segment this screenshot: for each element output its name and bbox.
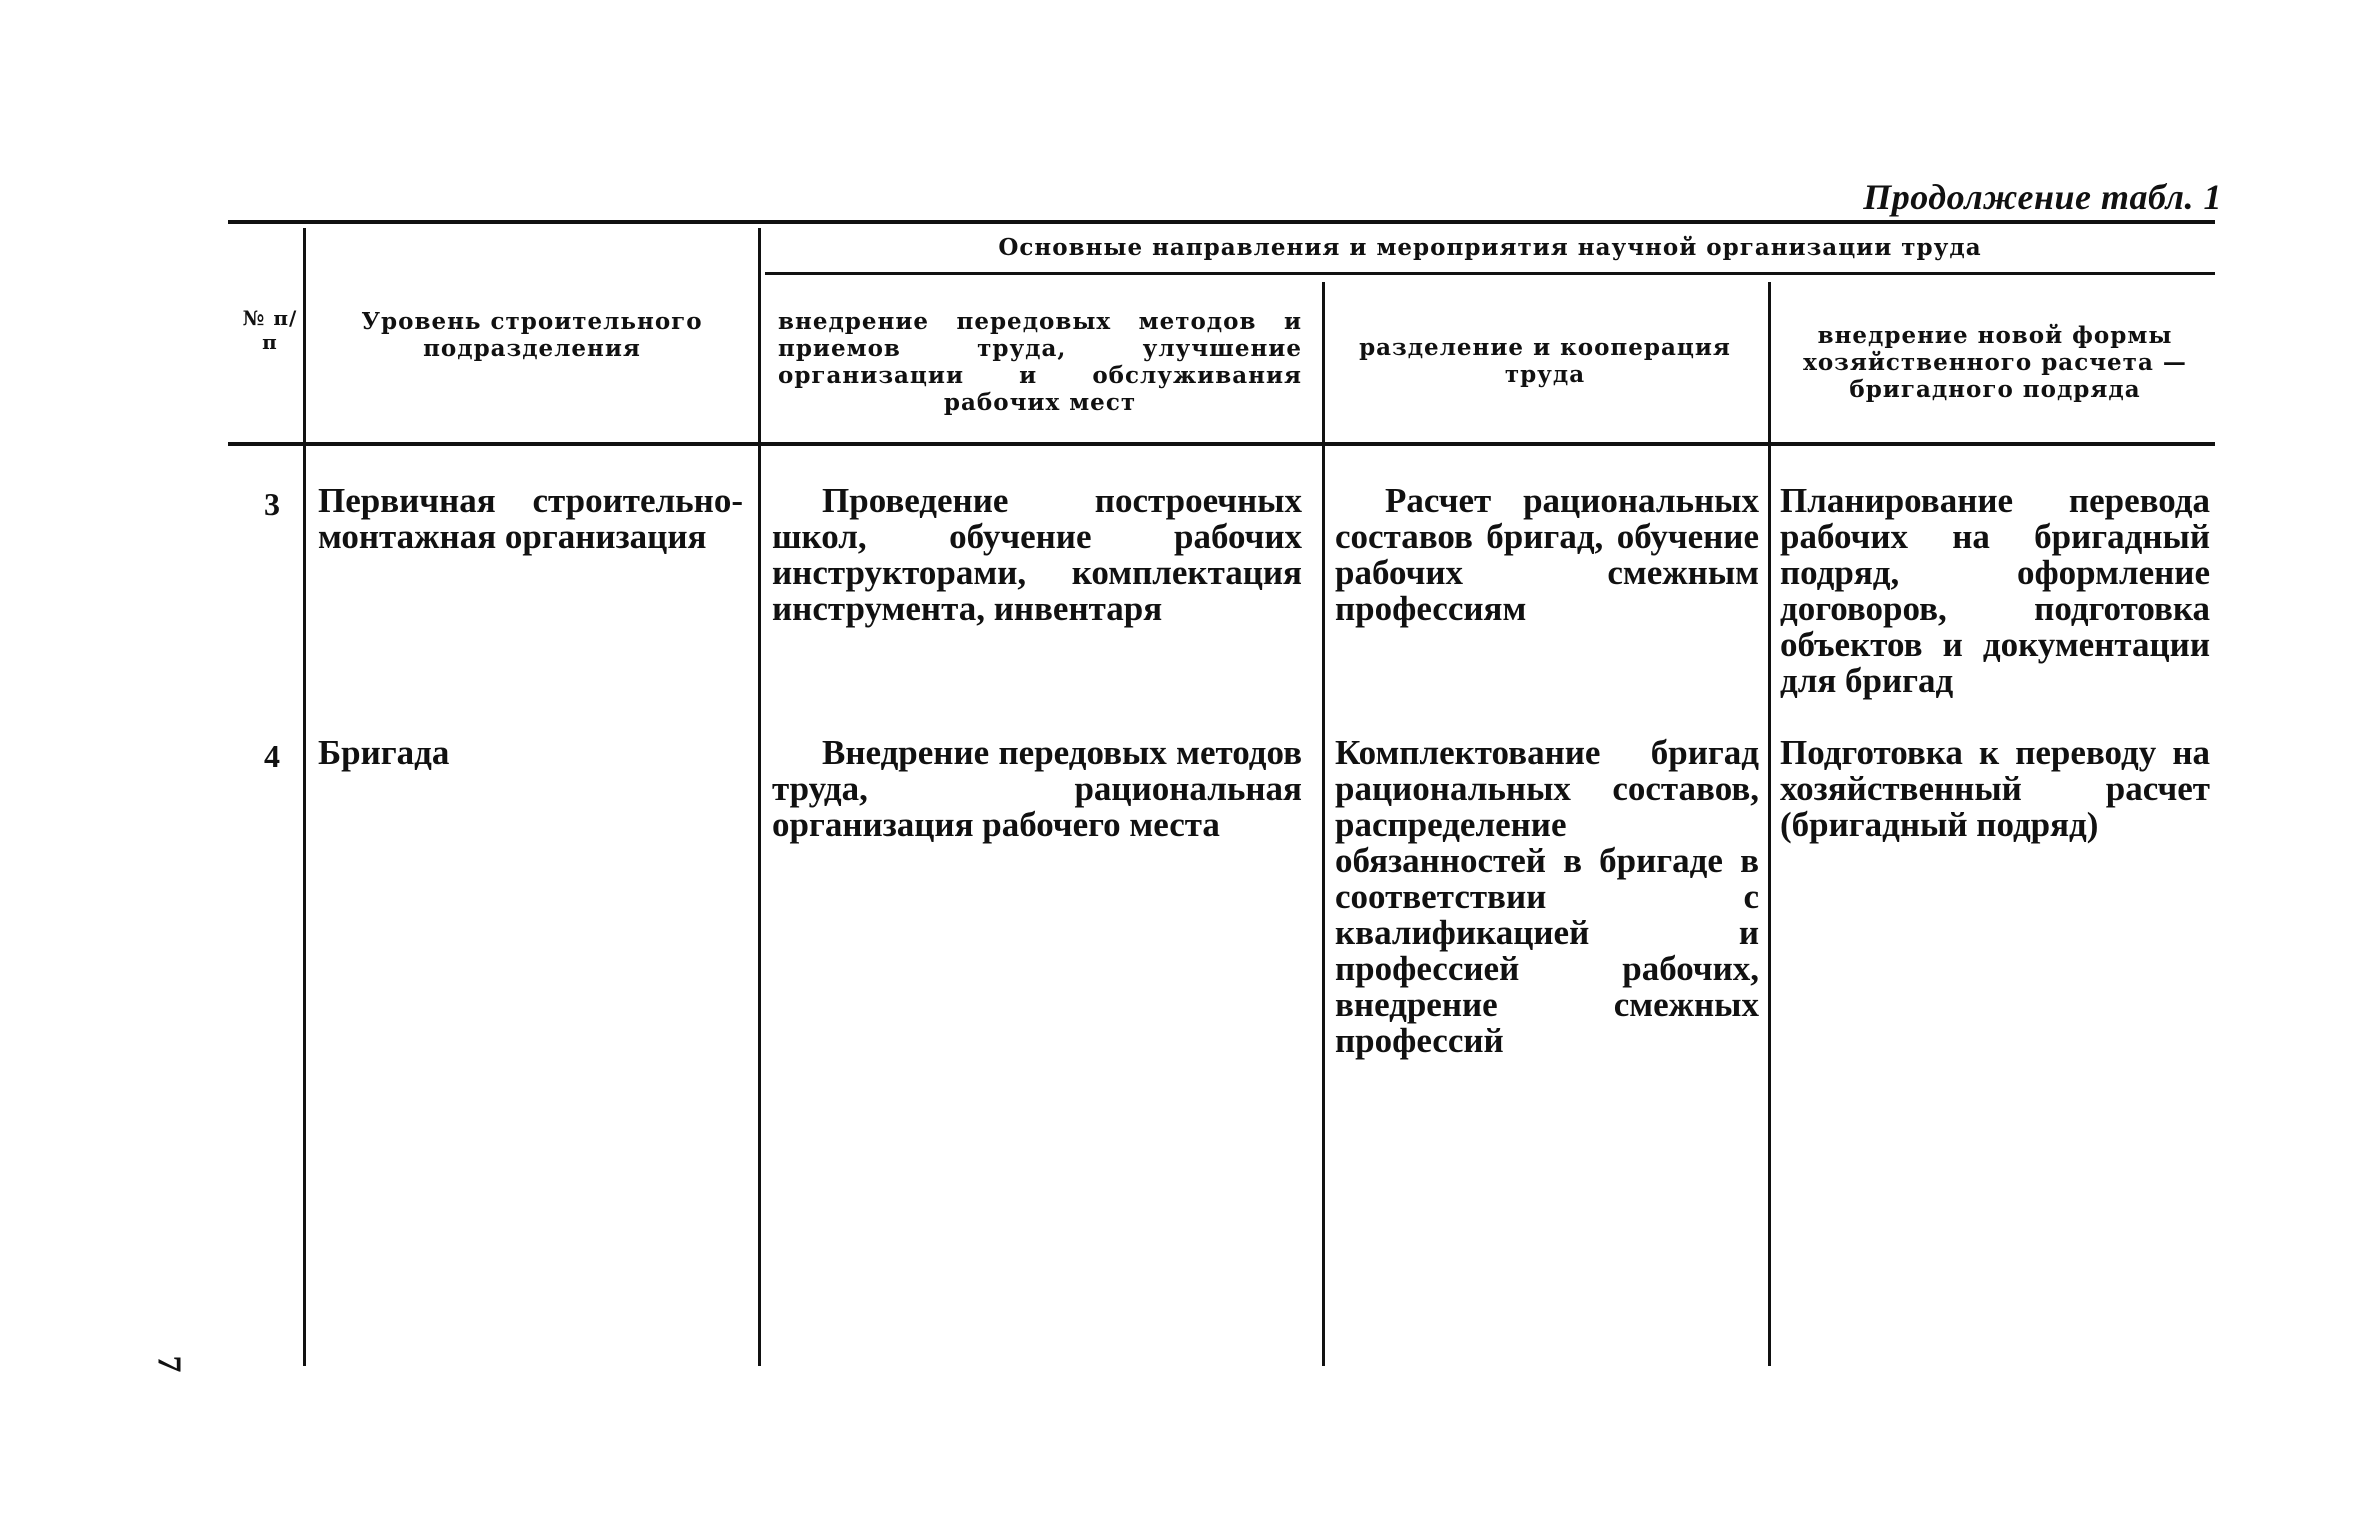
row-number: 3 (264, 486, 280, 522)
header-contract: внедрение новой формы хозяйственного расчета — бригадного подряда (1803, 322, 2187, 403)
row-division: Расчет рациональных составов бригад, обучение рабочих смежным профессиям (1335, 481, 1759, 628)
row-level: Бригада (318, 733, 450, 772)
column-divider-1 (303, 228, 306, 1366)
row-methods: Проведение построечных школ, обучение рабочих инструкторами, комплектация инструмента, инвентаря (772, 481, 1302, 628)
header-bottom-rule (228, 442, 2215, 446)
row-methods: Внедрение передовых методов труда, рациональная организация рабочего места (772, 733, 1302, 844)
column-divider-4 (1768, 282, 1771, 1366)
table-caption: Продолжение табл. 1 (1863, 177, 2222, 217)
row-contract: Подготовка к переводу на хозяйственный расчет (бригадный подряд) (1780, 733, 2210, 844)
row-division: Комплектование бригад рациональных составов, распределение обязанностей в бригаде в соответствии с квалификацией и профессией рабочих, внедрение смежных профессий (1335, 733, 1759, 1060)
table-top-rule (228, 220, 2215, 224)
row-contract: Планирование перевода рабочих на бригадный подряд, оформление договоров, подготовка объектов и документации для бригад (1780, 481, 2210, 700)
row-level: Первичная строительно-монтажная организация (318, 481, 743, 556)
column-divider-2 (758, 228, 761, 1366)
header-division: разделение и кооперация труда (1359, 334, 1731, 388)
row-number: 4 (264, 738, 280, 774)
group-header-rule (765, 272, 2215, 275)
header-methods: внедрение передовых методов и приемов труда, улучшение организации и обслуживания рабочих мест (778, 308, 1302, 416)
header-level: Уровень строительного подразделения (361, 308, 703, 362)
page-number: 7 (150, 1355, 188, 1373)
header-number: № п/п (242, 306, 298, 354)
header-group-title: Основные направления и мероприятия научной организации труда (998, 234, 1982, 261)
column-divider-3 (1322, 282, 1325, 1366)
